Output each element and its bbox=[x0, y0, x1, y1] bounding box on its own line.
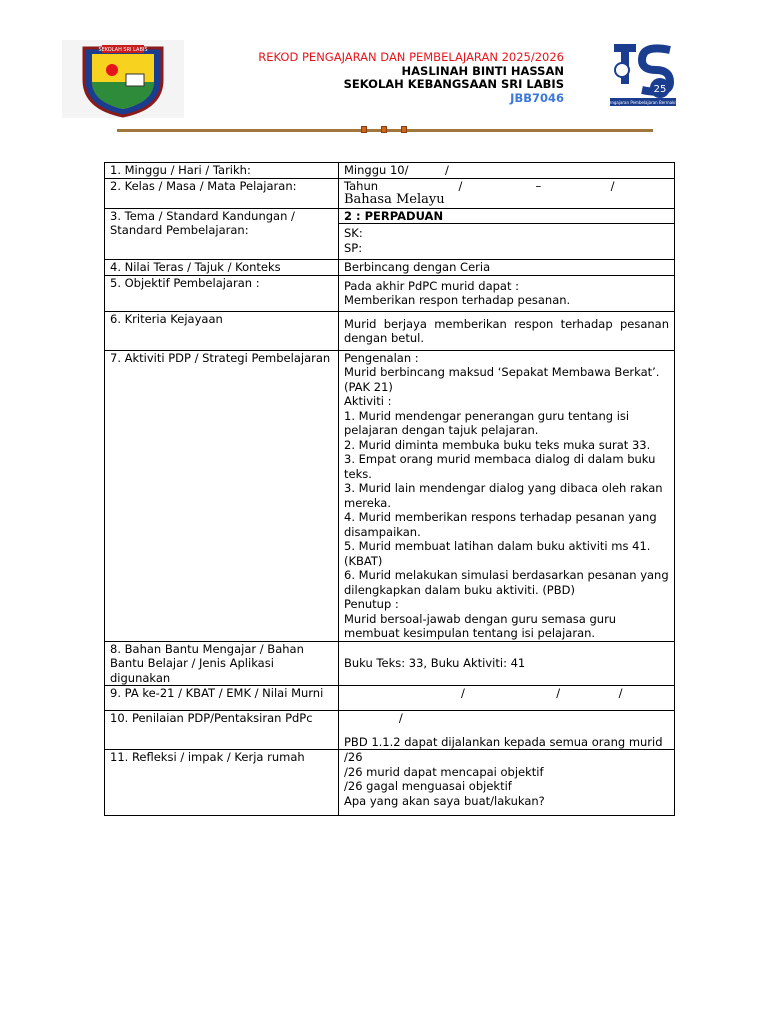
table-row bbox=[105, 750, 675, 816]
ts25-number: 25 bbox=[653, 84, 667, 95]
activity-line: 5. Murid membuat latihan dalam buku aktiviti ms 41. (KBAT) bbox=[344, 539, 651, 568]
school-crest-icon bbox=[62, 40, 184, 118]
theme-value: 2 : PERPADUAN bbox=[339, 208, 675, 224]
reflection-line: /26 murid dapat mencapai objektif bbox=[344, 764, 544, 779]
table-row bbox=[105, 311, 675, 350]
row-label: 11. Refleksi / impak / Kerja rumah bbox=[105, 750, 339, 816]
row-label: 1. Minggu / Hari / Tarikh: bbox=[105, 163, 339, 179]
values-value: Berbincang dengan Ceria bbox=[339, 260, 675, 276]
lesson-plan-table bbox=[104, 162, 675, 816]
row-label: 10. Penilaian PDP/Pentaksiran PdPc bbox=[105, 711, 339, 750]
table-row bbox=[105, 641, 675, 686]
row-label: 2. Kelas / Masa / Mata Pelajaran: bbox=[105, 178, 339, 208]
table-row bbox=[105, 686, 675, 711]
table-row bbox=[105, 208, 675, 224]
reflection-line: /26 bbox=[344, 750, 363, 764]
divider-ornament bbox=[361, 126, 409, 134]
activity-line: Murid bersoal-jawab dengan guru semasa guru membuat kesimpulan tentang isi pelajaran. bbox=[344, 611, 617, 640]
objective-line: Memberikan respon terhadap pesanan. bbox=[344, 293, 571, 307]
document-header bbox=[200, 51, 564, 105]
activity-line: Aktiviti : bbox=[344, 394, 392, 408]
activity-line: 4. Murid memberikan respons terhadap pesanan yang disampaikan. bbox=[344, 510, 657, 539]
activity-line: 3. Empat orang murid membaca dialog di dalam buku teks. bbox=[344, 452, 656, 481]
reflection-line: /26 gagal menguasai objektif bbox=[344, 779, 512, 793]
sk-label: SK: bbox=[344, 226, 363, 240]
activity-line: 1. Murid mendengar penerangan guru tentang isi pelajaran dengan tajuk pelajaran. bbox=[344, 408, 630, 437]
row-label: 6. Kriteria Kejayaan bbox=[105, 311, 339, 350]
pbd-value: PBD 1.1.2 dapat dijalankan kepada semua orang murid bbox=[344, 734, 663, 749]
row-label: 5. Objektif Pembelajaran : bbox=[105, 275, 339, 311]
assessment-value: / bbox=[344, 711, 403, 725]
school-code: JBB7046 bbox=[510, 90, 564, 105]
sp-label: SP: bbox=[344, 240, 363, 255]
table-row bbox=[105, 163, 675, 179]
subject-value: Bahasa Melayu bbox=[344, 192, 445, 207]
reflection-line: Apa yang akan saya buat/lakukan? bbox=[344, 793, 545, 808]
document-title: REKOD PENGAJARAN DAN PEMBELAJARAN 2025/2026 bbox=[258, 50, 564, 64]
table-row bbox=[105, 178, 675, 208]
row-label: 9. PA ke-21 / KBAT / EMK / Nilai Murni bbox=[105, 686, 339, 711]
criteria-value: Murid berjaya memberikan respon terhadap pesanan dengan betul. bbox=[339, 311, 675, 350]
materials-value: Buku Teks: 33, Buku Aktiviti: 41 bbox=[339, 641, 675, 686]
row-label: 4. Nilai Teras / Tajuk / Konteks bbox=[105, 260, 339, 276]
table-row bbox=[105, 711, 675, 750]
teacher-name: HASLINAH BINTI HASSAN bbox=[401, 63, 564, 78]
school-name: SEKOLAH KEBANGSAAN SRI LABIS bbox=[343, 77, 564, 91]
objective-line: Pada akhir PdPC murid dapat : bbox=[344, 278, 519, 293]
activity-line: 3. Murid lain mendengar dialog yang dibaca oleh rakan mereka. bbox=[344, 481, 663, 510]
activity-line: 2. Murid diminta membuka buku teks muka surat 33. bbox=[344, 437, 651, 452]
activity-line: Penutup : bbox=[344, 597, 399, 611]
pak21-value: / / / bbox=[339, 686, 675, 711]
row-label: 8. Bahan Bantu Mengajar / Bahan Bantu Belajar / Jenis Aplikasi digunakan bbox=[105, 641, 339, 686]
table-row bbox=[105, 350, 675, 641]
activity-line: 6. Murid melakukan simulasi berdasarkan pesanan yang dilengkapkan dalam buku aktiviti. (PBD) bbox=[344, 568, 669, 597]
crest-text: SEKOLAH SRI LABIS bbox=[98, 47, 148, 53]
class-value: Tahun / – / bbox=[344, 178, 615, 193]
table-row bbox=[105, 260, 675, 276]
row-label: 7. Aktiviti PDP / Strategi Pembelajaran bbox=[105, 350, 339, 641]
row-label: 3. Tema / Standard Kandungan / Standard Pembelajaran: bbox=[105, 208, 339, 260]
ts25-logo-icon bbox=[608, 40, 678, 110]
week-value: Minggu 10/ / bbox=[339, 163, 675, 179]
table-row bbox=[105, 275, 675, 311]
activity-line: Murid berbincang maksud ‘Sepakat Membawa Berkat’. (PAK 21) bbox=[344, 365, 660, 394]
activity-line: Pengenalan : bbox=[344, 350, 419, 365]
ts25-caption: Pengajaran Pembelajaran Bermakna bbox=[608, 100, 678, 105]
